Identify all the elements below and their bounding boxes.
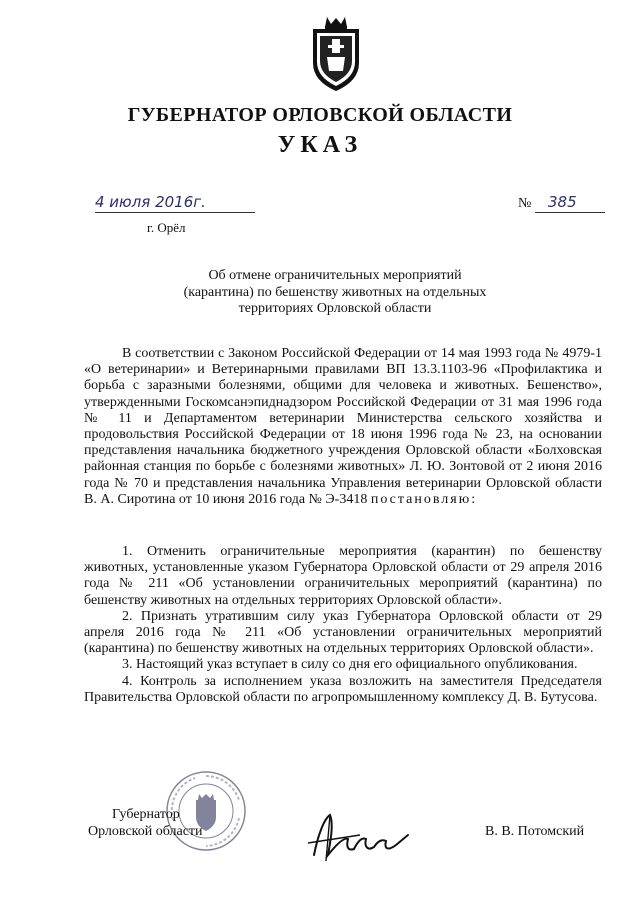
- decree-item: 1. Отменить ограничительные мероприятия (карантин) по бешенству животных, установленные указом Губернатора Орловской области от 29 апреля 2016 года № 211 «Об установлении ограничительных мероприятий (карантина) по бешенству животных на отдельных территориях Орловской области».: [84, 544, 602, 608]
- subject-line: (карантина) по бешенству животных на отдельных: [183, 284, 487, 300]
- decree-items: [84, 544, 602, 706]
- signer-position-line: Губернатор: [112, 807, 180, 822]
- preamble-text: В соответствии с Законом Российской Федерации от 14 мая 1993 года № 4979-1 «О ветеринарии» и Ветеринарными правилами ВП 13.3.1103-96 «Профилактика и борьба с заразными болезнями, общими для человека и животных. Бешенство», утвержденными Госкомсанэпиднадзором Российской Федерации от 31 мая 1996 года № 11 и Департаментом ветеринарии Министерства сельского хозяйства и продовольствия Российской Федерации от 18 июня 1996 года № 23, на основании представления начальника бюджетного учреждения Орловской области «Болховская районная станция по борьбе с болезнями животных» Л. Ю. Зонтовой от 2 июня 2016 года № 70 и представления начальника Управления ветеринарии Орловской области В. А. Сиротина от 10 июня 2016 года № Э-3418: [84, 346, 602, 507]
- date-underline: [95, 212, 255, 213]
- signer-name: В. В. Потомский: [485, 824, 585, 839]
- decree-item: 4. Контроль за исполнением указа возложить на заместителя Председателя Правительства Орловской области по агропромышленному комплексу Д. В. Бутусова.: [84, 673, 602, 705]
- preamble: [84, 346, 602, 508]
- signer-position-line: Орловской области: [88, 824, 203, 839]
- authority-heading: ГУБЕРНАТОР ОРЛОВСКОЙ ОБЛАСТИ: [127, 104, 513, 126]
- decree-item: 3. Настоящий указ вступает в силу со дня его официального опубликования.: [122, 657, 578, 673]
- decree-subject: [160, 268, 510, 318]
- subject-line: территориях Орловской области: [238, 301, 432, 316]
- issue-city: г. Орёл: [147, 220, 186, 235]
- number-underline: [535, 212, 605, 213]
- document-type-title: УКАЗ: [277, 132, 363, 158]
- resolve-word: постановляю:: [370, 491, 478, 507]
- handwritten-signature: [300, 805, 415, 865]
- coat-of-arms-emblem: [305, 15, 367, 93]
- decree-item: 2. Признать утратившим силу указ Губернатора Орловской области от 29 апреля 2016 года № 211 «Об установлении ограничительных мероприятий (карантина) по бешенству животных на отдельных территориях Орловской области».: [84, 608, 602, 657]
- decree-number: 385: [548, 193, 577, 211]
- decree-date: 4 июля 2016г.: [95, 193, 206, 211]
- number-label: №: [518, 196, 532, 211]
- subject-line: Об отмене ограничительных мероприятий: [208, 268, 462, 283]
